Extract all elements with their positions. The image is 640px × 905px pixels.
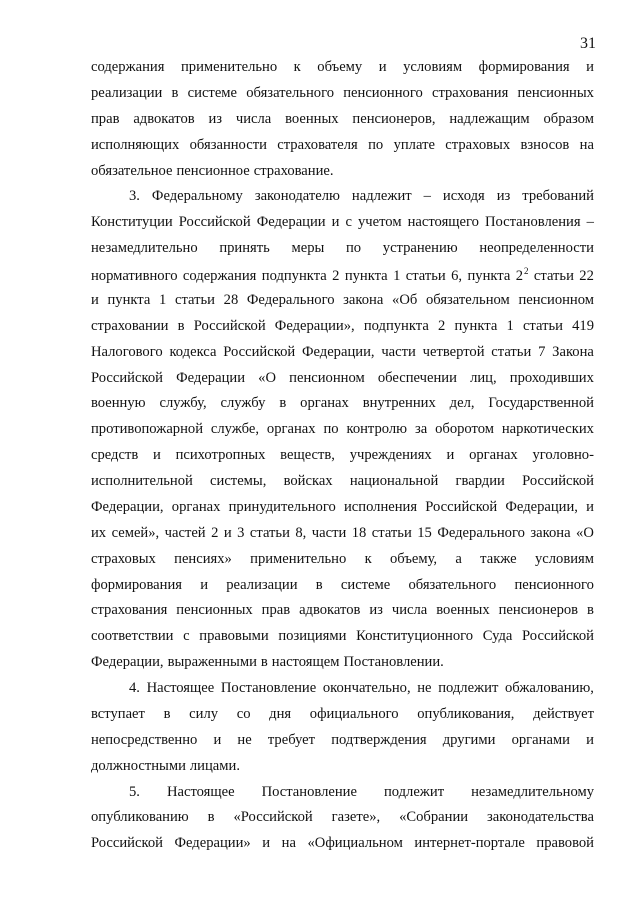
word: 28: [223, 291, 239, 308]
word: страхования: [431, 84, 509, 101]
text-line: [91, 163, 594, 189]
word: статьи: [249, 524, 290, 541]
word: обязательного: [246, 84, 334, 101]
word: правовой: [536, 835, 594, 852]
word: пенсионных: [517, 84, 594, 101]
word: Федерации,: [505, 498, 578, 515]
word: Постановлении.: [343, 654, 444, 671]
text-line: [91, 188, 594, 214]
word: со: [236, 705, 251, 722]
word: в: [177, 317, 185, 334]
word: Налогового: [91, 343, 163, 360]
word: лицами.: [189, 757, 240, 774]
word: должностными: [91, 757, 186, 774]
word: в: [587, 602, 594, 619]
word: проходивших: [509, 369, 594, 386]
word: за: [414, 421, 428, 438]
word: противопожарной: [91, 421, 204, 438]
word: числа: [391, 602, 428, 619]
word: пенсионного: [514, 576, 594, 593]
word: Российской: [91, 369, 163, 386]
word: принудительного: [228, 498, 336, 515]
word: службу: [220, 395, 266, 412]
word: Российской: [522, 473, 594, 489]
word: надлежит: [351, 188, 412, 205]
word: 22: [579, 268, 594, 284]
word: органах: [171, 498, 221, 515]
word: и: [446, 447, 455, 464]
word: незамедлительному: [471, 783, 594, 800]
text-line: [91, 111, 594, 137]
word: «Об: [392, 291, 418, 308]
word: формирования: [91, 576, 182, 593]
word: из: [496, 188, 511, 205]
word: меры: [291, 240, 325, 257]
word: пенсионеров,: [352, 110, 436, 127]
word: пенсионном: [289, 369, 365, 386]
word: неопределенности: [479, 240, 594, 257]
text-line: [91, 370, 594, 396]
word: пенсионное: [176, 162, 250, 179]
word: четвертой: [422, 343, 485, 360]
word: и: [200, 576, 209, 593]
word: 2: [211, 524, 219, 541]
word: 3.: [129, 188, 140, 205]
word: Российской: [91, 835, 163, 852]
word: статьи: [405, 268, 446, 284]
word: исполнения: [343, 498, 418, 515]
page-number: 31: [580, 35, 596, 52]
text-line: [91, 344, 594, 370]
word: исходя: [442, 188, 485, 205]
word: Постановление: [220, 680, 317, 696]
word: «О: [258, 369, 276, 386]
word: обязанности: [189, 136, 267, 153]
word: Федерации»,: [274, 317, 355, 334]
word: применительно: [250, 550, 347, 567]
word: закона: [530, 524, 571, 541]
word: в: [207, 809, 215, 826]
word: окончательно,: [322, 680, 411, 696]
word: условиям: [403, 59, 463, 75]
word: Российской: [223, 343, 296, 360]
word: позициями: [278, 628, 347, 645]
text-line: [91, 85, 594, 111]
word: войсках: [283, 473, 333, 489]
word: 3: [237, 524, 245, 541]
word: –: [586, 214, 594, 231]
text-line: [91, 835, 594, 861]
word: Российской: [425, 498, 498, 515]
word: страховых: [445, 136, 511, 153]
word: органами: [511, 731, 570, 748]
word: части: [311, 524, 347, 541]
word: системе: [340, 576, 391, 593]
word: обязательном: [425, 291, 510, 308]
word: 8,: [295, 524, 307, 541]
word: дел,: [449, 395, 475, 412]
word: реализации: [91, 84, 163, 101]
word: Федерации: [176, 369, 245, 386]
text-line: [91, 654, 594, 680]
text-line: [91, 421, 594, 447]
word: 5.: [129, 783, 140, 800]
word: с: [183, 628, 190, 645]
word: дня: [269, 705, 292, 722]
word: Государственной: [488, 395, 594, 412]
text-line: [91, 137, 594, 163]
word: соответствии: [91, 628, 174, 645]
word: требует: [267, 731, 316, 748]
word: газете»,: [331, 809, 381, 826]
word: подпункта: [261, 268, 327, 284]
word: на: [281, 835, 296, 852]
word: «Собрании: [399, 809, 469, 826]
word: части: [381, 343, 416, 360]
word: страхователя: [277, 136, 358, 153]
word: кодекса: [169, 343, 217, 360]
word: интернет-портале: [414, 835, 525, 852]
word: образом: [543, 110, 594, 127]
text-line: [91, 266, 594, 292]
word: прав: [91, 110, 120, 127]
word: страхования: [91, 602, 168, 619]
text-line: [91, 706, 594, 732]
word: военных: [285, 110, 339, 127]
word: обязательного: [408, 576, 497, 593]
word: содержания: [91, 59, 165, 75]
word: учетом: [358, 214, 402, 231]
word: психотропных: [175, 447, 266, 464]
superscript: 2: [524, 266, 529, 276]
word: настоящем: [271, 654, 340, 671]
word: Конституционного: [356, 628, 474, 645]
word: исполняющих: [91, 136, 180, 153]
word: 2: [332, 268, 340, 284]
word: Федерации,: [91, 654, 164, 671]
word: а: [455, 550, 462, 567]
word: прав: [261, 602, 291, 619]
word: адвокатов: [299, 602, 361, 619]
word: к: [293, 59, 301, 75]
word: и: [586, 498, 594, 515]
word: настоящего: [407, 214, 479, 231]
word: Настоящее: [146, 680, 215, 696]
word: обеспечении: [377, 369, 457, 386]
word: уголовно-: [532, 447, 594, 464]
word: службу,: [159, 395, 207, 412]
word: 1: [506, 317, 514, 334]
word: адвокатов: [133, 110, 195, 127]
text-line: [91, 447, 594, 473]
text-line: [91, 395, 594, 421]
text-line: [91, 628, 594, 654]
word: учреждениях: [349, 447, 432, 464]
word: 7: [538, 343, 546, 360]
word: 1: [159, 291, 167, 308]
word: и: [153, 447, 161, 464]
word: Федерального: [246, 291, 335, 308]
word: также: [480, 550, 517, 567]
word: Конституции: [91, 214, 173, 231]
word: исполнительной: [91, 473, 193, 489]
word: статьи: [522, 317, 563, 334]
word: пункта: [344, 268, 388, 284]
word: содержания: [182, 268, 257, 284]
word: Суда: [482, 628, 513, 645]
word: не: [417, 680, 432, 696]
text-line: [91, 680, 594, 706]
word: подтверждения: [331, 731, 427, 748]
word: гвардии: [455, 473, 505, 489]
word: 18: [351, 524, 367, 541]
word: реализации: [226, 576, 298, 593]
word: числа: [235, 110, 272, 127]
word: обязательное: [91, 162, 173, 179]
word: пункта: [107, 291, 151, 308]
word: надлежащим: [449, 110, 530, 127]
word: лиц,: [470, 369, 497, 386]
word: органах: [300, 395, 349, 412]
word: органах: [266, 421, 316, 438]
word: Федеральному: [151, 188, 243, 205]
word: военную: [91, 395, 146, 412]
word: 2: [437, 317, 446, 334]
word: Закона: [552, 343, 594, 360]
word: закона: [343, 291, 384, 308]
word: опубликованию: [91, 809, 189, 826]
word: внутренних: [362, 395, 436, 412]
word: Федерации,: [91, 498, 164, 515]
text-line: [91, 240, 594, 266]
word: «О: [576, 524, 594, 541]
word: страховых: [91, 550, 156, 567]
text-line: [91, 809, 594, 835]
word: объему: [317, 59, 363, 75]
word: в: [260, 654, 268, 671]
word: и: [213, 731, 222, 748]
word: объему,: [389, 550, 438, 567]
word: из: [369, 602, 383, 619]
word: статьи: [533, 268, 574, 284]
word: страхование.: [253, 162, 334, 179]
word: вступает: [91, 705, 145, 722]
word: Федерации»: [174, 835, 251, 852]
word: семей»,: [111, 524, 160, 541]
word: и: [586, 59, 594, 75]
word: применительно: [180, 59, 278, 75]
text-line: [91, 499, 594, 525]
text-line: [91, 758, 594, 784]
word: незамедлительно: [91, 240, 198, 257]
word: Федерации,: [301, 343, 375, 360]
word: и: [586, 731, 594, 748]
word: 419: [572, 317, 594, 334]
word: нормативного: [91, 268, 178, 284]
text-line: [91, 292, 594, 318]
word: пенсионеров: [498, 602, 579, 619]
word: и: [91, 291, 99, 308]
word: 6,: [451, 268, 463, 284]
word: «Официальном: [307, 835, 403, 852]
word: уплате: [393, 136, 435, 153]
word: веществ,: [280, 447, 335, 464]
word: действует: [533, 705, 594, 722]
word: пункта: [467, 268, 511, 284]
word: пункта: [454, 317, 498, 334]
word: частей: [164, 524, 206, 541]
word: Постановления: [484, 214, 581, 231]
word: по: [368, 136, 384, 153]
word: 15: [417, 524, 432, 541]
word: системе: [187, 84, 238, 101]
word: и: [331, 214, 340, 231]
word: законодательства: [487, 809, 594, 826]
word: статьи: [174, 291, 215, 308]
word: подлежит: [383, 783, 445, 800]
word: устранению: [382, 240, 458, 257]
word: выраженными: [167, 654, 257, 671]
word: и: [378, 59, 387, 75]
text-line: [91, 602, 594, 628]
word: их: [91, 524, 107, 541]
word: к: [364, 550, 372, 567]
word: оборотом: [435, 421, 494, 438]
word: Постановление: [261, 783, 357, 800]
text-line: [91, 525, 594, 551]
word: «Российской: [233, 809, 313, 826]
text-line: [91, 577, 594, 603]
word: службе,: [210, 421, 260, 438]
word: по: [323, 421, 339, 438]
word: страховании: [91, 317, 169, 334]
word: пенсионного: [343, 84, 423, 101]
word: пенсионных: [176, 602, 253, 619]
word: с: [345, 214, 352, 231]
word: другими: [442, 731, 496, 748]
word: национальной: [349, 473, 439, 489]
word: подпункта: [363, 317, 429, 334]
word: непосредственно: [91, 731, 198, 748]
word: Российской: [522, 628, 594, 645]
word: Федерации: [256, 214, 326, 231]
word: не: [237, 731, 252, 748]
word: –: [423, 188, 431, 205]
word: в: [171, 84, 179, 101]
word: по: [345, 240, 362, 257]
text-line: [91, 59, 594, 85]
word: принять: [219, 240, 270, 257]
word: органах: [469, 447, 518, 464]
word: 1: [393, 268, 401, 284]
word: законодателю: [254, 188, 340, 205]
word: обжалованию,: [504, 680, 594, 696]
word: $2^2$: [515, 266, 529, 284]
word: системы,: [210, 473, 267, 489]
word: правовыми: [199, 628, 269, 645]
body-text: [91, 59, 594, 861]
text-line: [91, 784, 594, 810]
word: и: [223, 524, 232, 541]
word: статьи: [371, 524, 412, 541]
word: статьи: [491, 343, 532, 360]
text-line: [91, 214, 594, 240]
word: подлежит: [438, 680, 499, 696]
word: в: [315, 576, 323, 593]
text-line: [91, 732, 594, 758]
word: в: [279, 395, 287, 412]
word: на: [579, 136, 594, 153]
word: опубликования,: [417, 705, 515, 722]
text-line: [91, 551, 594, 577]
word: Российской: [193, 317, 266, 334]
word: Настоящее: [166, 783, 235, 800]
word: взносов: [520, 136, 570, 153]
word: пенсионном: [518, 291, 594, 308]
word: формирования: [478, 59, 570, 75]
word: условиям: [534, 550, 594, 567]
word: силу: [189, 705, 219, 722]
text-line: [91, 473, 594, 499]
word: из: [208, 110, 223, 127]
text-line: [91, 318, 594, 344]
word: и: [262, 835, 271, 852]
word: в: [163, 705, 171, 722]
word: военных: [436, 602, 490, 619]
word: наркотических: [501, 421, 594, 438]
word: пенсиях»: [174, 550, 232, 567]
word: официального: [309, 705, 399, 722]
word: 4.: [129, 680, 140, 696]
word: требований: [522, 188, 594, 205]
word: Российской: [178, 214, 251, 231]
word: средств: [91, 447, 139, 464]
word: контролю: [346, 421, 408, 438]
word: Федерального: [437, 524, 525, 541]
